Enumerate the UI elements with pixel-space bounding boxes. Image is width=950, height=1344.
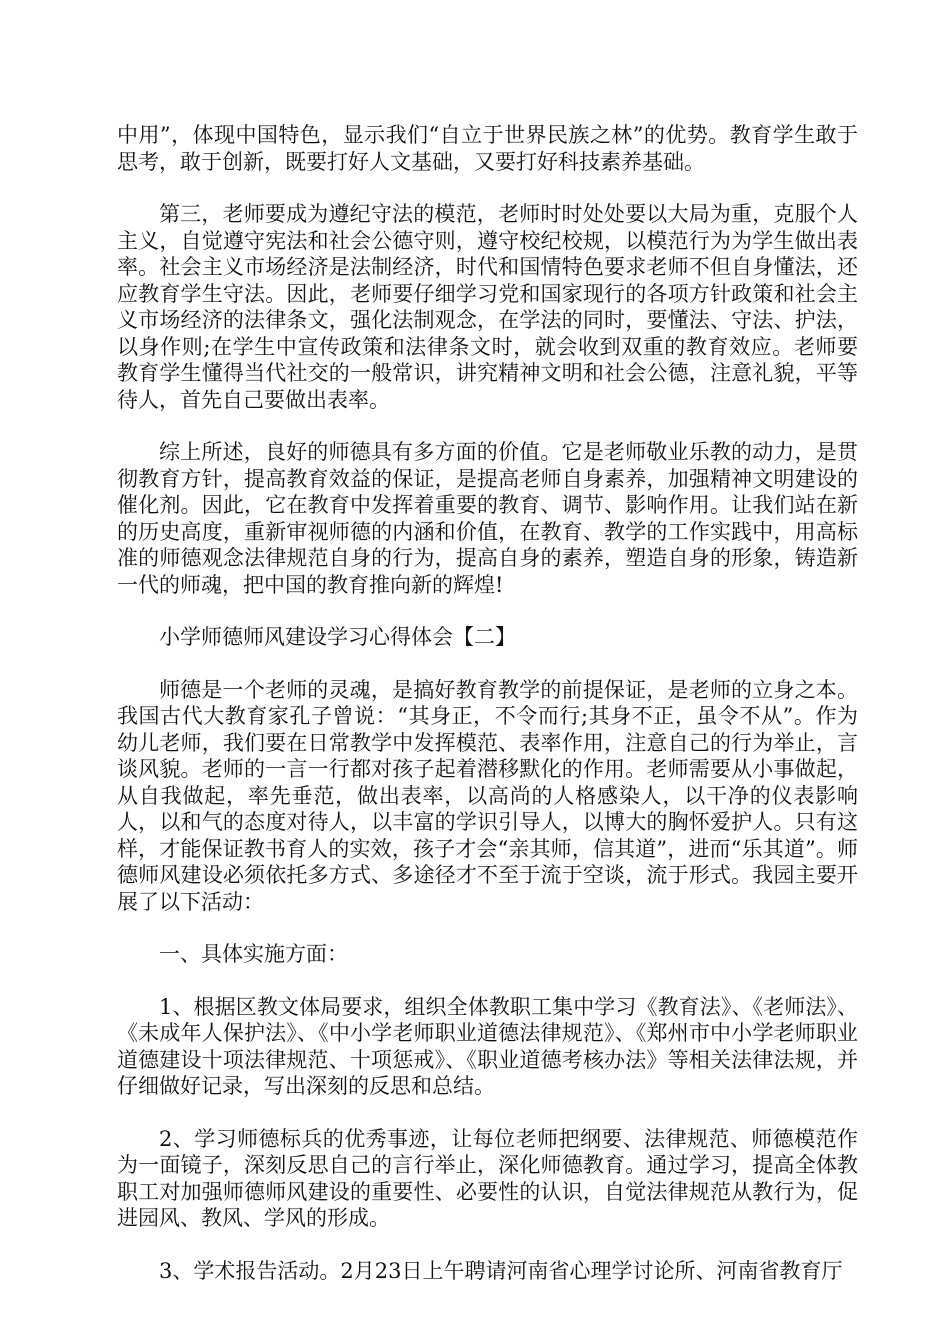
subsection-heading: 一、具体实施方面： xyxy=(159,942,348,966)
list-item-2: 2、学习师德标兵的优秀事迹，让每位老师把纲要、法律规范、师德模范作为一面镜子，深刻反思自己的言行举止，深化师德教育。通过学习，提高全体教职工对加强师德师风建设的重要性、必要性的认识，自觉法律规范从教行为，促进园风、教风、学风的形成。 xyxy=(117,1126,858,1230)
paragraph-teacher-ethics: 师德是一个老师的灵魂，是搞好教育教学的前提保证，是老师的立身之本。我国古代大教育家孔子曾说：“其身正，不令而行;其身不正，虽令不从”。作为幼儿老师，我们要在日常教学中发挥模范、表率作用，注意自己的行为举止，言谈风貌。老师的一言一行都对孩子起着潜移默化的作用。老师需要从小事做起，从自我做起，率先垂范，做出表率，以高尚的人格感染人，以干净的仪表影响人，以和气的态度对待人，以丰富的学识引导人，以博大的胸怀爱护人。只有这样，才能保证教书育人的实效，孩子才会“亲其师，信其道”，进而“乐其道”。师德师风建设必须依托多方式、多途径才不至于流于空谈，流于形式。我园主要开展了以下活动： xyxy=(117,677,858,914)
list-item-3: 3、学术报告活动。2月23日上午聘请河南省心理学讨论所、河南省教育厅 xyxy=(159,1258,843,1283)
paragraph-continuation: 中用”，体现中国特色，显示我们“自立于世界民族之林”的优势。教育学生敢于思考，敢于创新，既要打好人文基础，又要打好科技素养基础。 xyxy=(117,123,858,174)
section-heading: 小学师德师风建设学习心得体会【二】 xyxy=(159,625,516,649)
list-item-1: 1、根据区教文体局要求，组织全体教职工集中学习《教育法》、《老师法》、《未成年人保护法》、《中小学老师职业道德法律规范》、《郑州市中小学老师职业道德建设十项法律规范、十项惩戒》、《职业道德考核办法》等相关法律法规，并仔细做好记录，写出深刻的反思和总结。 xyxy=(117,994,858,1098)
paragraph-third-point: 第三，老师要成为遵纪守法的模范，老师时时处处要以大局为重，克服个人主义，自觉遵守宪法和社会公德守则，遵守校纪校规，以模范行为为学生做出表率。社会主义市场经济是法制经济，时代和国情特色要求老师不但自身懂法，还应教育学生守法。因此，老师要仔细学习党和国家现行的各项方针政策和社会主义市场经济的法律条文，强化法制观念，在学法的同时，要懂法、守法、护法，以身作则;在学生中宣传政策和法律条文时，就会收到双重的教育效应。老师要教育学生懂得当代社交的一般常识，讲究精神文明和社会公德，注意礼貌，平等待人，首先自己要做出表率。 xyxy=(117,202,858,412)
document-page xyxy=(117,122,858,1310)
paragraph-summary: 综上所述，良好的师德具有多方面的价值。它是老师敬业乐教的动力，是贯彻教育方针，提高教育效益的保证，是提高老师自身素养，加强精神文明建设的催化剂。因此，它在教育中发挥着重要的教育、调节、影响作用。让我们站在新的历史高度，重新审视师德的内涵和价值，在教育、教学的工作实践中，用高标准的师德观念法律规范自身的行为，提高自身的素养，塑造自身的形象，铸造新一代的师魂，把中国的教育推向新的辉煌! xyxy=(117,440,858,597)
